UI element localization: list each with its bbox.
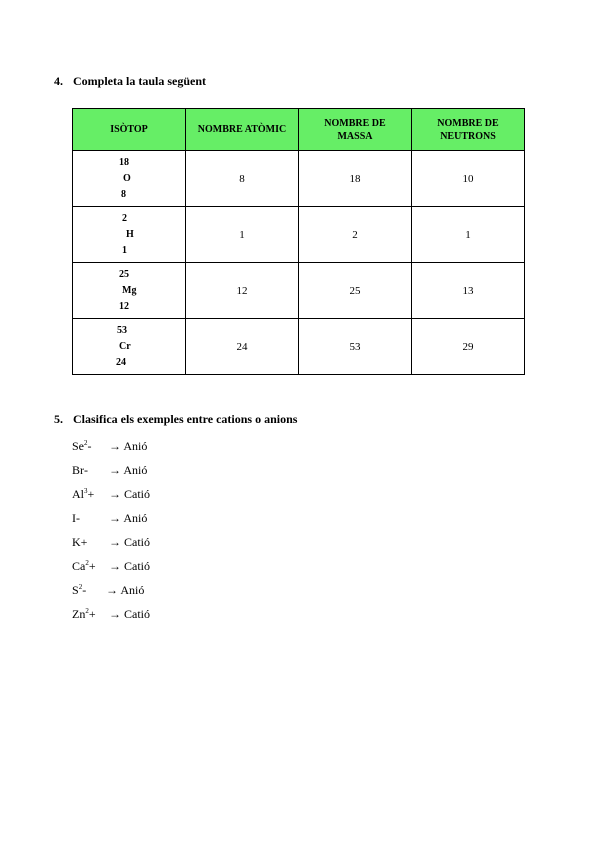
isotope-symbol: H [126,229,134,240]
list-item [72,438,150,462]
mass-number-cell: 18 [299,151,412,207]
isotope-symbol: O [123,173,131,184]
ion-symbol [72,510,106,526]
header-neutrons [412,109,525,151]
isotope-cell [73,263,186,319]
isotope-cell [73,151,186,207]
list-item [72,462,150,486]
ion-base: I [72,511,76,525]
ion-classification: → Catió [109,487,150,501]
ion-base: Zn [72,607,86,621]
neutrons-cell: 1 [412,207,525,263]
isotope-notation [73,155,131,203]
header-mass-number [299,109,412,151]
question-4-text: Completa la taula següent [73,74,206,88]
ion-classification: → Anió [109,463,148,477]
ion-symbol [72,438,106,454]
list-item [72,486,150,510]
ion-classification: → Catió [109,535,150,549]
mass-number-cell: 2 [299,207,412,263]
atomic-number-cell: 12 [186,263,299,319]
ion-symbol [72,582,103,598]
ion-list [72,438,150,630]
isotope-atomic: 1 [122,245,127,256]
atomic-number-cell: 8 [186,151,299,207]
ion-sign: + [80,535,88,549]
ion-base: Br [72,463,84,477]
ion-classification: → Catió [109,559,150,573]
ion-sign: + [87,487,95,501]
isotope-mass: 53 [117,325,127,336]
ion-charge: 3 [84,487,88,495]
mass-number-cell: 25 [299,263,412,319]
ion-symbol [72,486,106,502]
table-header-row [73,109,525,151]
table-row [73,319,525,375]
table-row [73,263,525,319]
ion-base: Al [72,487,84,501]
isotope-cell [73,207,186,263]
ion-base: K [72,535,81,549]
ion-charge: 2 [84,439,88,447]
table-row [73,207,525,263]
isotope-atomic: 24 [116,357,126,368]
ion-charge: 2 [85,559,89,567]
isotope-atomic: 12 [119,301,129,312]
isotope-notation [73,211,134,259]
ion-symbol [72,462,106,478]
ion-classification: → Anió [106,583,145,597]
isotope-mass: 25 [119,269,129,280]
list-item [72,534,150,558]
ion-symbol [72,558,106,574]
question-5-number: 5. [54,412,63,426]
isotope-mass: 18 [119,157,129,168]
question-5-title [54,412,297,427]
ion-sign: + [88,559,96,573]
isotope-cell [73,319,186,375]
ion-symbol [72,534,106,550]
atomic-number-cell: 24 [186,319,299,375]
neutrons-cell: 10 [412,151,525,207]
question-5-text: Clasifica els exemples entre cations o anions [73,412,298,426]
question-4-number: 4. [54,74,63,88]
isotope-symbol: Cr [119,341,131,352]
ion-charge: 2 [85,607,89,615]
ion-base: S [72,583,79,597]
isotope-notation [73,267,136,315]
header-isotope: ISÒTOP [73,109,186,151]
table-row [73,151,525,207]
ion-classification: → Catió [109,607,150,621]
header-atomic-number: NOMBRE ATÒMIC [186,109,299,151]
ion-sign: - [82,583,87,597]
ion-base: Ca [72,559,86,573]
atomic-number-cell: 1 [186,207,299,263]
list-item [72,582,150,606]
isotope-table [72,108,525,375]
ion-base: Se [72,439,84,453]
ion-classification: → Anió [109,439,148,453]
ion-classification: → Anió [109,511,148,525]
question-4-title [54,74,206,89]
ion-sign: + [88,607,96,621]
ion-sign: - [84,463,88,477]
list-item [72,510,150,534]
isotope-symbol: Mg [122,285,137,296]
ion-charge: 2 [78,583,83,591]
list-item [72,558,150,582]
isotope-atomic: 8 [121,189,126,200]
header-mass-number-text: NOMBRE DE MASSA [324,117,386,142]
ion-symbol [72,606,106,622]
ion-sign: - [87,439,92,453]
isotope-notation [73,323,131,371]
neutrons-cell: 13 [412,263,525,319]
neutrons-cell: 29 [412,319,525,375]
isotope-mass: 2 [122,213,127,224]
mass-number-cell: 53 [299,319,412,375]
ion-sign: - [76,511,80,525]
header-neutrons-text: NOMBRE DE NEUTRONS [437,117,499,142]
list-item [72,606,150,630]
